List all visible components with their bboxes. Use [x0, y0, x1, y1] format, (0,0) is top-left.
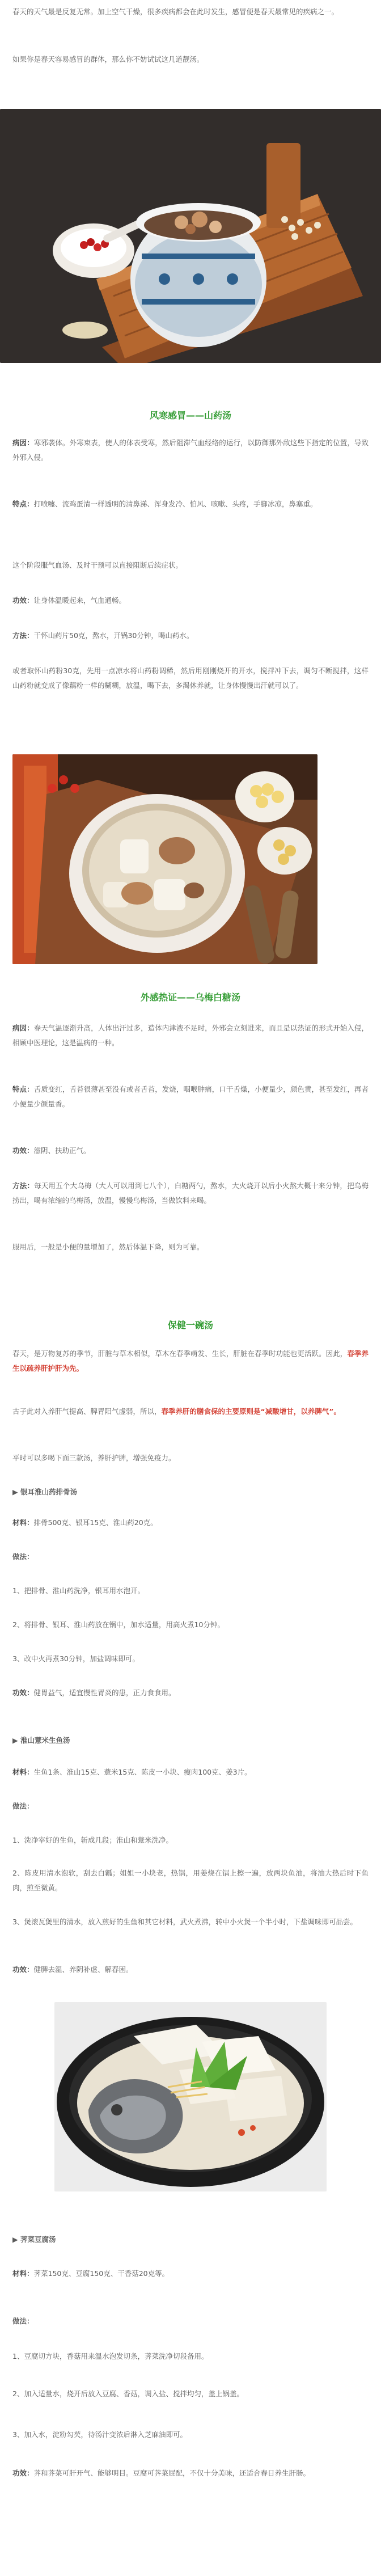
feature-label: 特点： [12, 1085, 34, 1093]
materials-label: 材料： [12, 1518, 34, 1527]
recipe-2-step-1: 1、洗净宰好的生鱼，斩成几段；淮山和薏米洗净。 [12, 1836, 173, 1844]
recipe-1-step-3: 3、改中火再煮30分钟，加盐调味即可。 [12, 1654, 139, 1663]
recipe-3-method-label: 做法： [12, 2317, 34, 2325]
effect-label: 功效： [12, 1146, 34, 1155]
recipe-2-step-3: 3、煲滚瓦煲里的清水，放入煎好的生鱼和其它材料，武火煮沸，转中小火煲一个半小时，下盐调味即可品尝。 [12, 1918, 357, 1926]
recipe-3-name: ▶ 荠菜豆腐汤 [12, 2235, 56, 2244]
recipe-1-name: ▶ 银耳淮山药排骨汤 [12, 1488, 77, 1496]
recipe-2-method-label: 做法： [12, 1802, 34, 1810]
section-3-title: 保健一碗汤 [167, 1320, 213, 1331]
section-2-recipe [12, 1179, 369, 1208]
p2-text: 古子此对入养肝气提高、脾胃阳气虚弱，所以， [12, 1407, 162, 1416]
effect-label: 功效： [12, 1688, 34, 1697]
section-2-effect [12, 1143, 369, 1158]
recipe-label: 方法： [12, 1181, 35, 1190]
materials-label: 材料： [12, 2269, 34, 2278]
recipe-2-effect [12, 1962, 369, 1977]
effect-label: 功效： [12, 596, 34, 605]
recipe-1-effect [12, 1686, 369, 1700]
p2-highlight: 春季养肝的膳食保的主要原则是“减酸增甘，以养脾气”。 [161, 1407, 341, 1416]
intro-paragraph-2: 如果你是春天容易感冒的群体，那么你不妨试试这几道靓汤。 [12, 55, 204, 64]
effect-label: 功效： [12, 2469, 34, 2477]
effect-text: 健脾去湿、养阴补虚、解春困。 [33, 1965, 133, 1974]
section-1-title: 风寒感冒——山药汤 [149, 410, 231, 421]
recipe-3-step-1: 1、豆腐切方块，香菇用来温水泡发切条，荠菜洗净切段备用。 [12, 2352, 209, 2360]
recipe-2-materials [12, 1765, 369, 1780]
recipe-label: 方法： [12, 631, 34, 640]
p1-highlight: 春季养生以疏养肝护肝为先。 [12, 1349, 369, 1373]
section-1-effect [12, 593, 369, 608]
effect-label: 功效： [12, 1965, 34, 1974]
materials-text: 荠菜150克、豆腐150克、干香菇20克等。 [33, 2269, 170, 2278]
effect-text: 让身体温暖起来，气血通畅。 [33, 596, 126, 605]
section-1-cause [12, 436, 369, 465]
recipe-1-materials [12, 1515, 369, 1530]
feature-label: 特点： [12, 500, 34, 508]
section-1-recipe [12, 628, 369, 643]
materials-text: 排骨500克、银耳15克、淮山药20克。 [33, 1518, 158, 1527]
effect-text: 健胃益气，适宜慢性胃炎的患，正力食食用。 [33, 1688, 176, 1697]
cause-label: 病因： [12, 1024, 34, 1032]
section-3-paragraph-1 [12, 1346, 369, 1376]
recipe-1-method-label: 做法： [12, 1552, 34, 1561]
section-1-note: 这个阶段服气血汤、及时干预可以直接阻断后续症状。 [12, 561, 183, 569]
section-1-extra: 或者取怀山药粉30克，先用一点凉水将山药粉调稀，然后用刚刚烧开的开水，搅拌冲下去，调匀不断搅拌，这样山药粉就变成了像藕粉一样的糊糊，放温，喝下去，多渴休养就，让身体慢慢出汗就可以了。 [12, 666, 369, 690]
recipe-2-step-2: 2、陈皮用清水泡软，刮去白瓤；姐姐一小块老，热锅，用姜烧在锅上擦一遍，放两块鱼油，将油大热后时下鱼肉，煎至微黄。 [12, 1869, 369, 1892]
section-2-feature [12, 1082, 369, 1112]
materials-label: 材料： [12, 1768, 34, 1776]
section-2-title: 外感热证——乌梅白糖汤 [140, 992, 240, 1003]
section-3-paragraph-2 [12, 1404, 369, 1419]
recipe-3-materials [12, 2266, 369, 2281]
recipe-3-step-2: 2、加入适量水，烧开后放入豆腐、香菇，调入盐、搅拌均匀，盖上锅盖。 [12, 2389, 244, 2398]
recipe-3-step-3: 3、加入水，淀粉勾芡，待汤汁变浓后淋入芝麻油即可。 [12, 2430, 187, 2439]
section-2-extra: 服用后，一般是小便的量增加了，然后体温下降，则为可靠。 [12, 1243, 204, 1251]
bone-soup-photo [12, 754, 318, 964]
section-1-feature [12, 497, 369, 512]
cause-label: 病因： [12, 438, 34, 447]
recipe-text: 干怀山药片50克，熬水，开锅30分钟，喝山药水。 [33, 631, 194, 640]
feature-text: 打喷嚏、流鸡蛋清一样透明的清鼻涕、浑身发冷、怕风、咳嗽、头疼，手脚冰凉，鼻塞重。 [33, 500, 318, 508]
p1-text: 春天，是万物复苏的季节，肝脏与草木相似，草木在春季萌发、生长，肝脏在春季时功能也更活跃。因此， [12, 1349, 348, 1358]
materials-text: 生鱼1条、淮山15克、薏米15克、陈皮一小块、瘦肉100克、姜3片。 [33, 1768, 252, 1776]
recipe-2-name: ▶ 淮山薏米生鱼汤 [12, 1736, 70, 1745]
soup-pot-photo [0, 109, 381, 363]
recipe-1-step-1: 1、把排骨、淮山药洗净，银耳用水泡开。 [12, 1586, 145, 1595]
fish-tofu-soup-photo [54, 2002, 327, 2191]
recipe-1-step-2: 2、将排骨、银耳、淮山药放在锅中，加水适量，用高火煮10分钟。 [12, 1620, 225, 1629]
section-3-paragraph-3: 平时可以多喝下面三款汤，养肝护脾，增强免疫力。 [12, 1454, 176, 1462]
cause-text: 春天气温逐渐升高，人体出汗过多，造体内津液不足时，外邪会立刻进来，而且是以热证的形式开始入侵，相顾中医理论，这是温病的一种。 [12, 1024, 369, 1047]
intro-paragraph-1: 春天的天气最是反复无常。加上空气干燥，很多疾病都会在此时发生，感冒便是春天最常见的疾病之一。 [12, 7, 339, 16]
effect-text: 滋阴、扶助正气。 [33, 1146, 91, 1155]
section-2-cause [12, 1021, 369, 1050]
feature-text: 舌质变红，舌苔很薄甚至没有或者舌苔，发烧，咽喉肿痛，口干舌燥，小便量少，颜色黄，甚至发红，再者小便量少颜量香。 [12, 1085, 369, 1108]
cause-text: 寒邪袭体。外寒束表，使人的体表受寒，然后阻滞气血经络的运行，以防御那外敌这些下指定的位置，导致外邪入侵。 [12, 438, 369, 462]
recipe-text: 每天用五个大乌梅（大人可以用到七八个），白糖两勺，熬水，大火烧开以后小火熬大概十来分钟，把乌梅捞出，喝有浓缩的乌梅汤，放温，慢慢乌梅汤，当做饮料来喝。 [12, 1181, 369, 1205]
effect-text: 荠和荠菜可肝开气、能够明目。豆腐可荠菜屁配，不仅十分美味，还适合春日养生肝肠。 [33, 2469, 311, 2477]
recipe-3-effect [12, 2466, 369, 2481]
